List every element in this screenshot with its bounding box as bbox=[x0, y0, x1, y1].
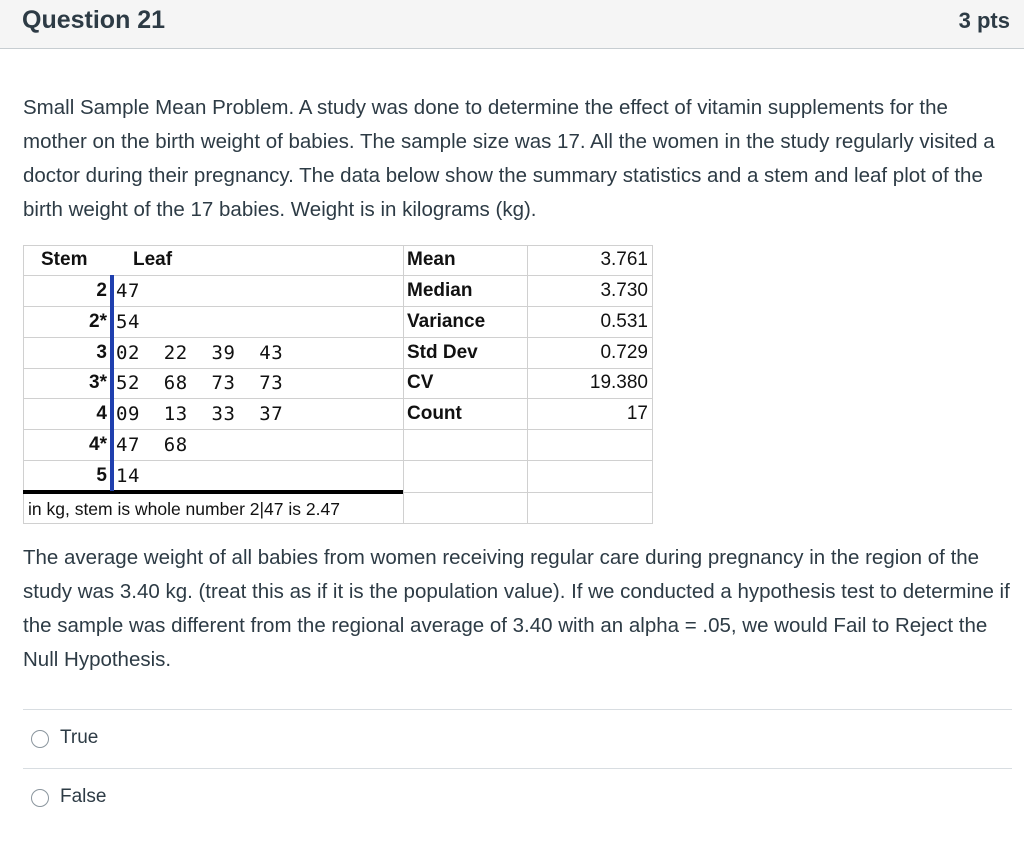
data-table-image bbox=[23, 245, 653, 524]
leaf-cell: 52 68 73 73 bbox=[116, 372, 284, 394]
answer-label[interactable]: True bbox=[60, 727, 99, 748]
stat-value: 0.531 bbox=[600, 311, 648, 332]
leaf-cell: 14 bbox=[116, 465, 140, 487]
answer-option-true[interactable] bbox=[23, 709, 1012, 768]
leaf-cell: 02 22 39 43 bbox=[116, 342, 284, 364]
leaf-cell: 09 13 33 37 bbox=[116, 403, 284, 425]
stat-value: 0.729 bbox=[600, 342, 648, 363]
stat-value: 3.761 bbox=[600, 249, 648, 270]
question-title: Question 21 bbox=[22, 6, 166, 34]
leaf-cell: 54 bbox=[116, 311, 140, 333]
stat-label: Variance bbox=[407, 311, 486, 332]
leaf-header: Leaf bbox=[133, 249, 173, 270]
stat-value: 3.730 bbox=[600, 280, 648, 301]
answer-option-false[interactable] bbox=[23, 768, 1012, 827]
stem-header: Stem bbox=[41, 249, 88, 270]
question-header bbox=[0, 0, 1024, 49]
question-points: 3 pts bbox=[958, 8, 1010, 33]
stat-label: Median bbox=[407, 280, 473, 301]
stem-cell: 2* bbox=[89, 311, 107, 332]
table-footnote: in kg, stem is whole number 2|47 is 2.47 bbox=[28, 499, 340, 519]
stem-cell: 4 bbox=[96, 403, 107, 424]
leaf-cell: 47 68 bbox=[116, 434, 188, 456]
question-text-paragraph-2: The average weight of all babies from women receiving regular care during pregnancy in the region of the study was 3.40 kg. (treat this as if it is the population value). If we conducted a hypothesis test to determine if the sample was different from the regional average of 3.40 with an alpha = .05, we would Fail to Reject the Null Hypothesis. bbox=[23, 546, 1010, 671]
leaf-cell: 47 bbox=[116, 280, 140, 302]
answer-list bbox=[23, 709, 1012, 827]
stat-label: Mean bbox=[407, 249, 456, 270]
answer-label[interactable]: False bbox=[60, 786, 107, 807]
stat-label: Std Dev bbox=[407, 342, 478, 363]
stat-label: CV bbox=[407, 372, 434, 393]
radio-button[interactable] bbox=[31, 730, 49, 748]
stem-cell: 3 bbox=[96, 342, 107, 363]
stat-value: 17 bbox=[626, 403, 648, 424]
stat-label: Count bbox=[407, 403, 462, 424]
stem-cell: 3* bbox=[89, 372, 107, 393]
question-text-paragraph-1: Small Sample Mean Problem. A study was done to determine the effect of vitamin supplements for the mother on the birth weight of babies. The sample size was 17. All the women in the study regularly visited a doctor during their pregnancy. The data below show the summary statistics and a stem and leaf plot of the birth weight of the 17 babies. Weight is in kilograms (kg). bbox=[23, 96, 995, 221]
stem-cell: 2 bbox=[96, 280, 107, 301]
stat-value: 19.380 bbox=[589, 372, 648, 393]
radio-button[interactable] bbox=[31, 789, 49, 807]
stem-cell: 4* bbox=[89, 434, 107, 455]
stem-cell: 5 bbox=[96, 465, 107, 486]
